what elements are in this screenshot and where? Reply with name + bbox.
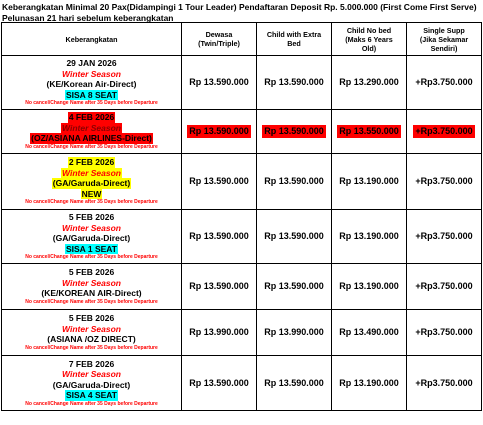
price-child-extra-bed: Rp 13.590.000 (257, 56, 332, 110)
price-adult: Rp 13.590.000 (182, 356, 257, 411)
season-label: Winter Season (62, 277, 121, 288)
header-line-2: Pelunasan 21 hari sebelum keberangkatan (2, 13, 174, 23)
airline-label: (OZ/ASIANA AIRLINES-Direct) (31, 133, 152, 144)
departure-cell (2, 264, 182, 310)
departure-price-table (1, 22, 482, 411)
price-single-supp: +Rp3.750.000 (407, 356, 482, 411)
table-row (2, 264, 482, 310)
departure-cell (2, 154, 182, 210)
col-header-adult: Dewasa (Twin/Triple) (182, 23, 257, 56)
price-adult: Rp 13.990.000 (182, 310, 257, 356)
airline-label: (GA/Garuda-Direct) (52, 178, 131, 188)
price-single-supp: +Rp3.750.000 (407, 210, 482, 264)
price-child-no-bed: Rp 13.190.000 (332, 210, 407, 264)
cancel-note: No cancel/Change Name after 35 Days before Departure (25, 344, 158, 351)
departure-date: 5 FEB 2026 (68, 267, 115, 278)
price-adult: Rp 13.590.000 (182, 264, 257, 310)
table-row (2, 356, 482, 411)
price-child-no-bed: Rp 13.190.000 (332, 356, 407, 411)
season-label: Winter Season (62, 68, 121, 79)
price-child-no-bed: Rp 13.190.000 (332, 154, 407, 210)
cancel-note: No cancel/Change Name after 35 Days before Departure (25, 298, 158, 305)
departure-date: 4 FEB 2026 (68, 112, 115, 123)
table-row (2, 310, 482, 356)
departure-date: 29 JAN 2026 (66, 58, 117, 68)
seat-badge: SISA 8 SEAT (65, 89, 117, 100)
cancel-note: No cancel/Change Name after 35 Days before Departure (25, 199, 158, 205)
price-child-extra-bed: Rp 13.590.000 (257, 264, 332, 310)
table-row (2, 210, 482, 264)
seat-badge: SISA 4 SEAT (65, 390, 117, 400)
departure-cell (2, 56, 182, 110)
departure-date: 5 FEB 2026 (68, 313, 115, 324)
departure-date: 7 FEB 2026 (68, 358, 115, 369)
price-single-supp: +Rp3.750.000 (407, 154, 482, 210)
new-badge: NEW (81, 188, 102, 199)
season-label: Winter Season (62, 167, 121, 178)
table-row (2, 154, 482, 210)
price-single-supp: +Rp3.750.000 (407, 310, 482, 356)
cancel-note: No cancel/Change Name after 35 Days before Departure (25, 400, 158, 407)
departure-cell (2, 110, 182, 154)
departure-cell (2, 356, 182, 411)
price-child-extra-bed: Rp 13.590.000 (257, 210, 332, 264)
departure-date: 2 FEB 2026 (68, 157, 115, 167)
price-adult: Rp 13.590.000 (182, 154, 257, 210)
header (2, 2, 480, 24)
airline-label: (GA/Garuda-Direct) (52, 233, 131, 243)
price-child-extra-bed: Rp 13.590.000 (257, 154, 332, 210)
season-label: Winter Season (62, 323, 121, 334)
col-header-child-no-bed: Child No bed (Maks 6 Years Old) (332, 23, 407, 56)
airline-label: (KE/Korean Air-Direct) (46, 79, 137, 89)
cancel-note: No cancel/Change Name after 35 Days before Departure (25, 143, 158, 150)
price-single-supp: +Rp3.750.000 (407, 110, 482, 154)
price-child-no-bed: Rp 13.490.000 (332, 310, 407, 356)
price-child-extra-bed: Rp 13.990.000 (257, 310, 332, 356)
departure-date: 5 FEB 2026 (68, 212, 115, 222)
table-row (2, 110, 482, 154)
col-header-departure: Keberangkatan (2, 23, 182, 56)
departure-cell (2, 210, 182, 264)
price-single-supp: +Rp3.750.000 (407, 56, 482, 110)
seat-badge: SISA 1 SEAT (65, 243, 117, 254)
price-child-extra-bed: Rp 13.590.000 (257, 356, 332, 411)
season-label: Winter Season (62, 369, 121, 379)
price-adult: Rp 13.590.000 (182, 210, 257, 264)
price-child-no-bed: Rp 13.190.000 (332, 264, 407, 310)
season-label: Winter Season (62, 122, 121, 133)
departure-cell (2, 310, 182, 356)
price-child-no-bed: Rp 13.290.000 (332, 56, 407, 110)
table-row (2, 56, 482, 110)
price-adult: Rp 13.590.000 (182, 110, 257, 154)
col-header-single-supp: Single Supp (Jika Sekamar Sendiri) (407, 23, 482, 56)
cancel-note: No cancel/Change Name after 35 Days before Departure (25, 254, 158, 260)
table-header-row (2, 23, 482, 56)
price-child-no-bed: Rp 13.550.000 (332, 110, 407, 154)
season-label: Winter Season (62, 222, 121, 233)
airline-label: (KE/KOREAN AIR-Direct) (41, 288, 142, 299)
price-single-supp: +Rp3.750.000 (407, 264, 482, 310)
cancel-note: No cancel/Change Name after 35 Days before Departure (25, 100, 158, 106)
price-child-extra-bed: Rp 13.590.000 (257, 110, 332, 154)
col-header-child-extra-bed: Child with Extra Bed (257, 23, 332, 56)
header-line-1: Keberangkatan Minimal 20 Pax(Didampingi 1 Tour Leader) Pendaftaran Deposit Rp. 5.000.000 (First Come First Serve) (2, 2, 477, 12)
airline-label: (GA/Garuda-Direct) (52, 379, 131, 390)
price-adult: Rp 13.590.000 (182, 56, 257, 110)
airline-label: (ASIANA /OZ DIRECT) (47, 334, 136, 345)
